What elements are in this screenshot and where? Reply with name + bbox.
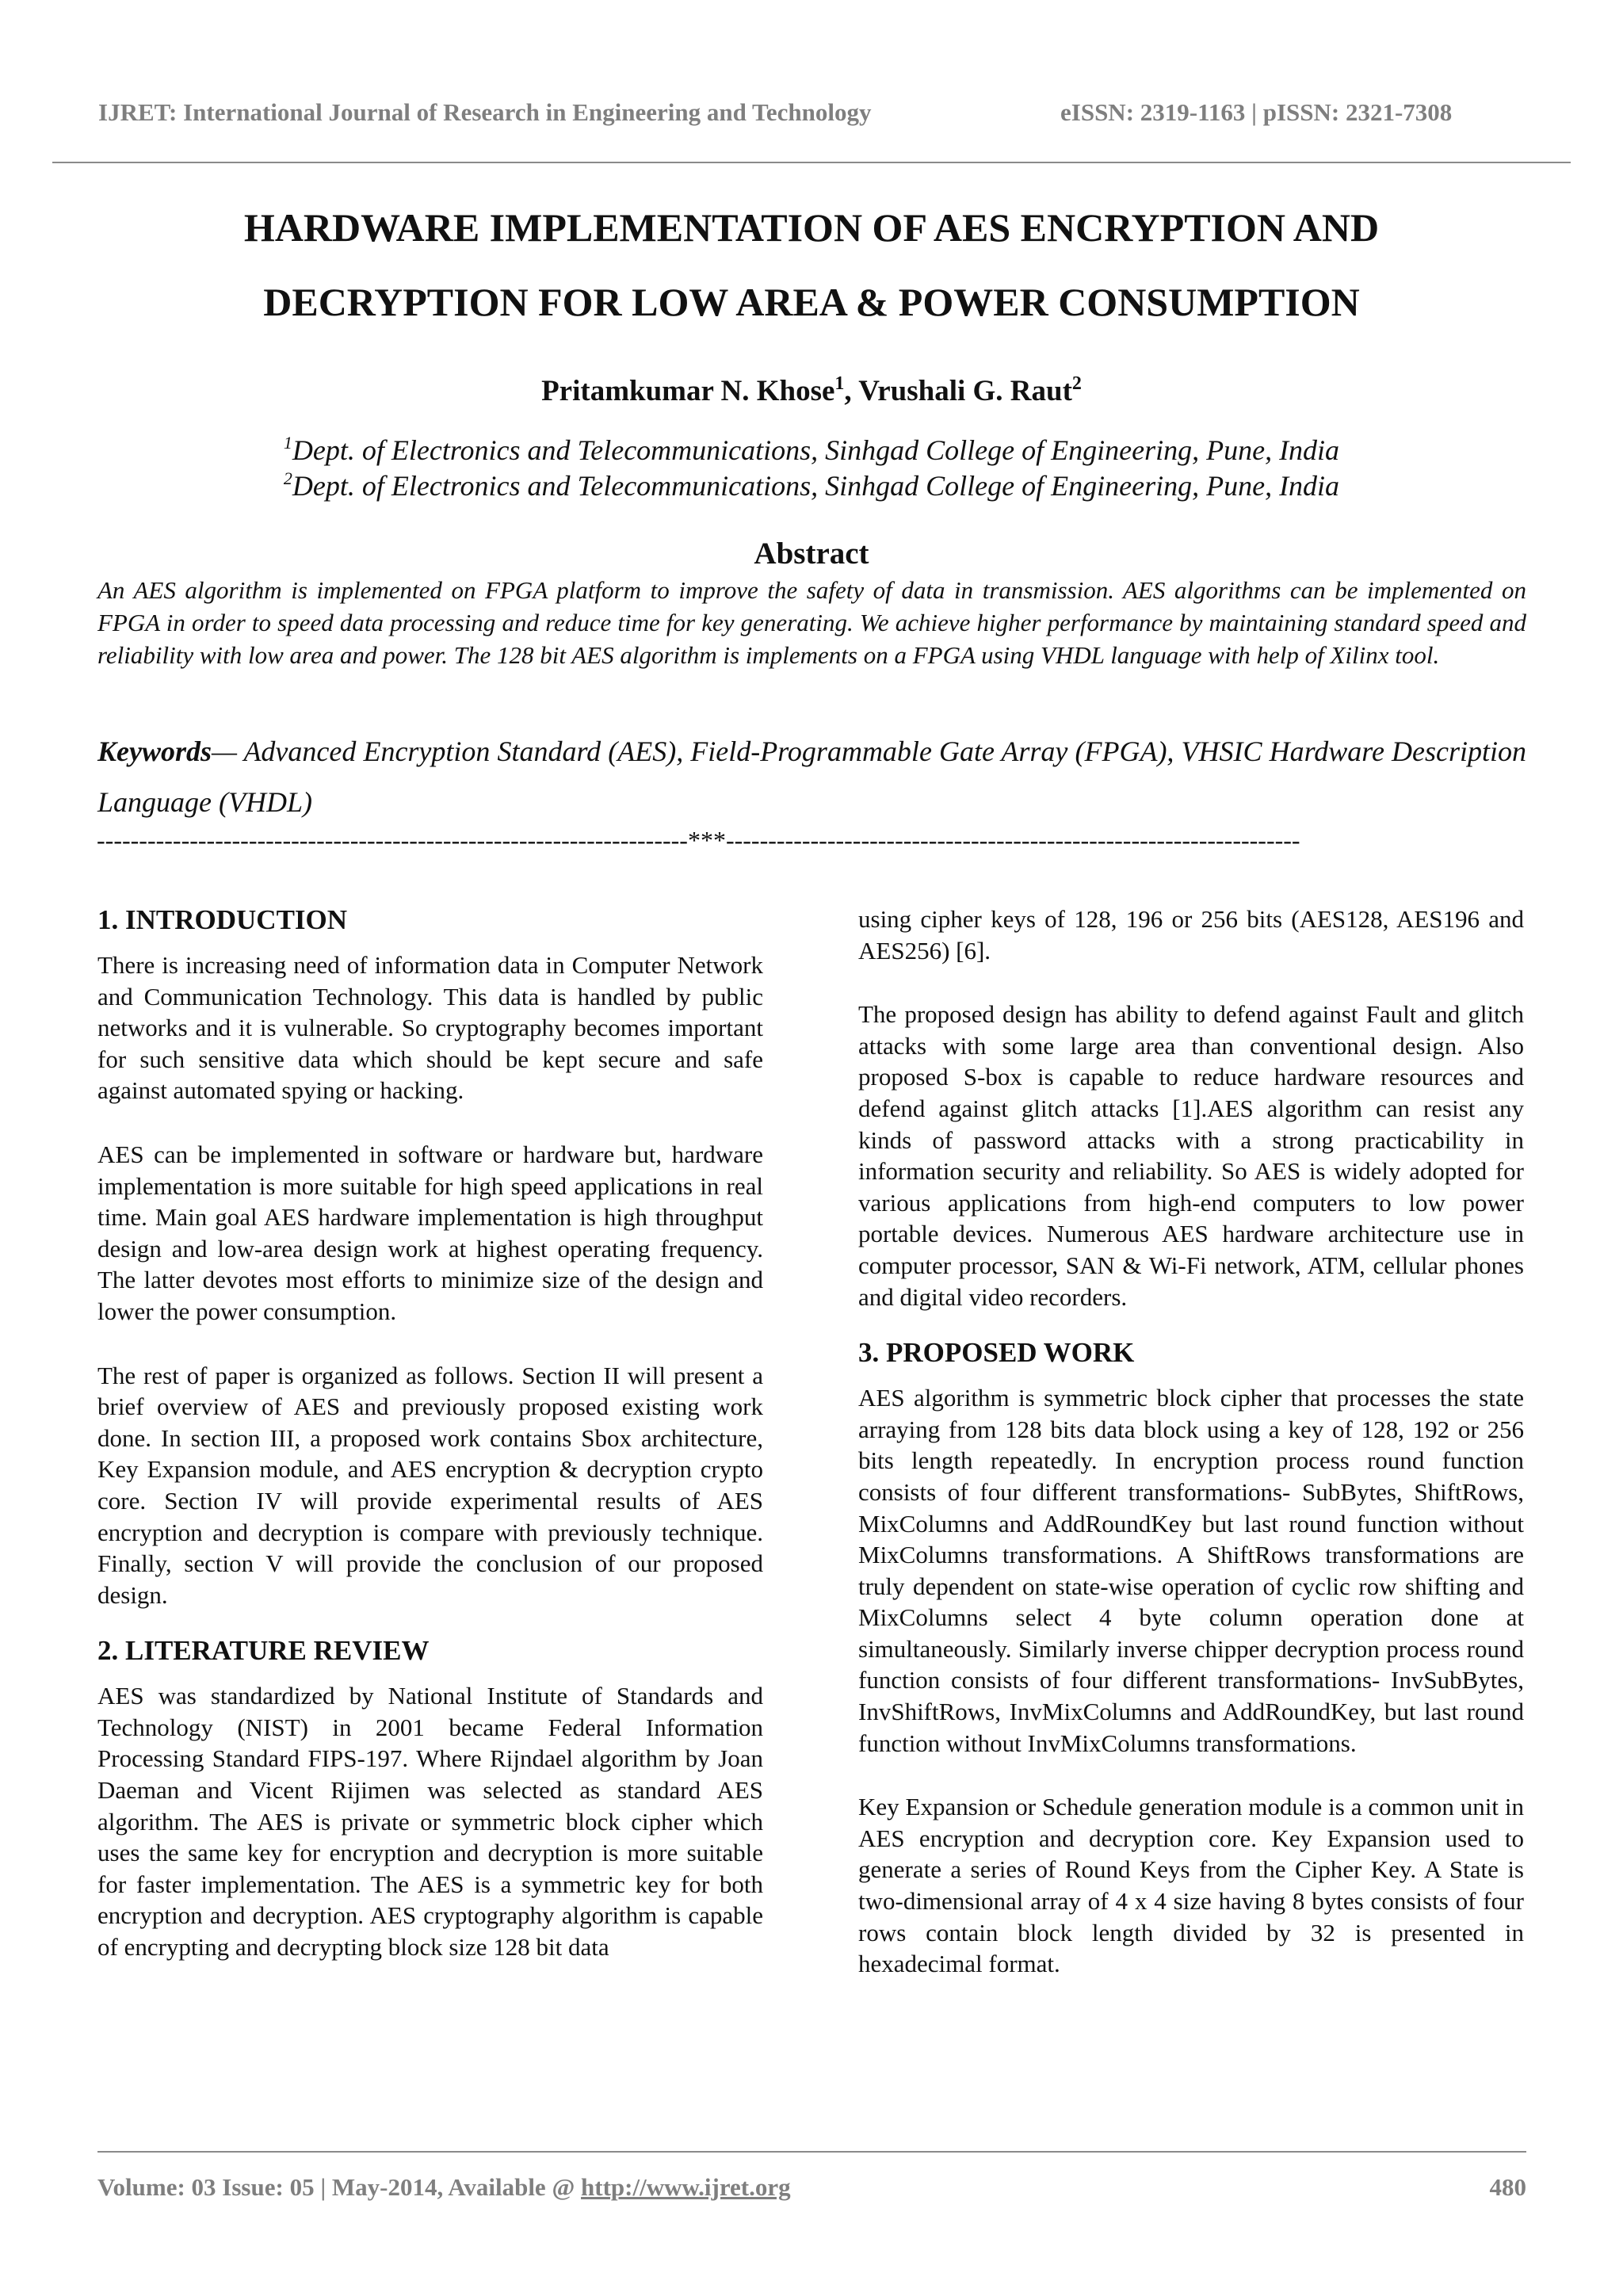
proposed-work-heading: 3. PROPOSED WORK xyxy=(858,1337,1135,1369)
footer-volume: Volume: 03 Issue: 05 | May-2014, Available @ xyxy=(97,2173,582,2201)
journal-name: IJRET: International Journal of Research in Engineering and Technology xyxy=(98,98,872,126)
right-column xyxy=(858,904,1524,1980)
footer-rule xyxy=(97,2151,1526,2153)
introduction-paragraph-1: There is increasing need of information data in Computer Network and Communication Technology. This data is handled by public networks and it is vulnerable. So cryptography becomes important for such sensitive data which should be kept secure and safe against automated spying or hacking. xyxy=(97,951,763,1105)
section-separator: ----------------------------------------------------------------------***-------------------------------------------------------------------- xyxy=(97,826,1300,854)
literature-paragraph-2: The proposed design has ability to defend against Fault and glitch attacks with some large area than conventional design. Also proposed S-box is capable to reduce hardware resources and defend against glitch attacks [1].AES algorithm can resist any kinds of password attacks with a strong practicability in information security and reliability. So AES is widely adopted for various applications from high-end computers to low power portable devices. Numerous AES hardware architecture use in computer processor, SAN & Wi-Fi network, ATM, cellular phones and digital video recorders. xyxy=(858,1000,1524,1311)
affiliations xyxy=(0,433,1623,504)
paper-title xyxy=(0,190,1623,339)
affiliation-1-sup: 1 xyxy=(283,433,292,453)
introduction-heading: 1. INTRODUCTION xyxy=(97,904,348,935)
literature-review-heading: 2. LITERATURE REVIEW xyxy=(97,1635,430,1667)
author-2: Vrushali G. Raut xyxy=(858,375,1072,407)
affiliation-1 xyxy=(0,433,1623,468)
author-separator: , xyxy=(844,375,859,407)
introduction-paragraph-3: The rest of paper is organized as follows. Section II will present a brief overview of AES and previously proposed existing work done. In section III, a proposed work contains Sbox architecture, Key Expansion module, and AES encryption & decryption crypto core. Section IV will provide experimental results of AES encryption and decryption is compare with previously technique. Finally, section V will provide the conclusion of our proposed design. xyxy=(97,1361,763,1609)
left-column xyxy=(97,904,763,1963)
affiliation-1-text: Dept. of Electronics and Telecommunications, Sinhgad College of Engineering, Pune, India xyxy=(292,434,1340,466)
introduction-paragraph-2: AES can be implemented in software or hardware but, hardware implementation is more suitable for high speed applications in real time. Main goal AES hardware implementation is high throughput design and low-area design work at highest operating frequency. The latter devotes most efforts to minimize size of the design and lower the power consumption. xyxy=(97,1140,763,1325)
affiliation-2 xyxy=(0,468,1623,504)
literature-paragraph-1: AES was standardized by National Institute of Standards and Technology (NIST) in 2001 became Federal Information Processing Standard FIPS-197. Where Rijndael algorithm by Joan Daeman and Vicent Rijimen was selected as standard AES algorithm. The AES is private or symmetric block cipher which uses the same key for encryption and decryption is more suitable for faster implementation. The AES is a symmetric key for both encryption and decryption. AES cryptography algorithm is capable of encrypting and decrypting block size 128 bit data xyxy=(97,1682,763,1962)
proposed-work-paragraph-1: AES algorithm is symmetric block cipher that processes the state arraying from 128 bits data block using a key of 128, 192 or 256 bits length repeatedly. In encryption process round function consists of four different transformations- SubBytes, ShiftRows, MixColumns and AddRoundKey but last round function without MixColumns transformations. A ShiftRows transformations are truly dependent on state-wise operation of cyclic row shifting and MixColumns select 4 byte column operation done at simultaneously. Similarly inverse chipper decryption process round function consists of four different transformations- InvSubBytes, InvShiftRows, InvMixColumns and AddRoundKey, but last round function without InvMixColumns transformations. xyxy=(858,1384,1524,1757)
author-1-sup: 1 xyxy=(834,373,845,394)
abstract-text: An AES algorithm is implemented on FPGA platform to improve the safety of data in transmission. AES algorithms can be implemented on FPGA in order to speed data processing and reduce time for key generating. We achieve higher performance by maintaining standard speed and reliability with low area and power. The 128 bit AES algorithm is implements on a FPGA using VHDL language with help of Xilinx tool. xyxy=(97,576,1526,669)
title-line-2: DECRYPTION FOR LOW AREA & POWER CONSUMPTION xyxy=(263,280,1360,324)
issn-info: eISSN: 2319-1163 | pISSN: 2321-7308 xyxy=(1060,98,1453,126)
keywords xyxy=(97,726,1526,827)
journal-url-link[interactable]: http://www.ijret.org xyxy=(581,2173,791,2201)
header-rule xyxy=(52,162,1571,163)
author-2-sup: 2 xyxy=(1071,373,1082,394)
page-footer xyxy=(97,2173,1526,2202)
title-line-1: HARDWARE IMPLEMENTATION OF AES ENCRYPTION AND xyxy=(243,205,1380,250)
affiliation-2-text: Dept. of Electronics and Telecommunications, Sinhgad College of Engineering, Pune, India xyxy=(292,470,1340,502)
literature-paragraph-1-continued: using cipher keys of 128, 196 or 256 bits (AES128, AES196 and AES256) [6]. xyxy=(858,905,1524,965)
keywords-text: — Advanced Encryption Standard (AES), Field-Programmable Gate Array (FPGA), VHSIC Hardware Description Language (VHDL) xyxy=(97,735,1526,818)
page-number: 480 xyxy=(1489,2173,1526,2201)
running-header xyxy=(0,98,1623,138)
author-1: Pritamkumar N. Khose xyxy=(541,375,835,407)
keywords-label: Keywords xyxy=(97,735,212,767)
author-list xyxy=(0,374,1623,408)
abstract-heading: Abstract xyxy=(754,537,869,571)
proposed-work-paragraph-2: Key Expansion or Schedule generation module is a common unit in AES encryption and decryption core. Key Expansion used to generate a series of Round Keys from the Cipher Key. A State is two-dimensional array of 4 x 4 size having 8 bytes consists of four rows contain block length divided by 32 is presented in hexadecimal format. xyxy=(858,1793,1524,1978)
affiliation-2-sup: 2 xyxy=(283,468,292,488)
